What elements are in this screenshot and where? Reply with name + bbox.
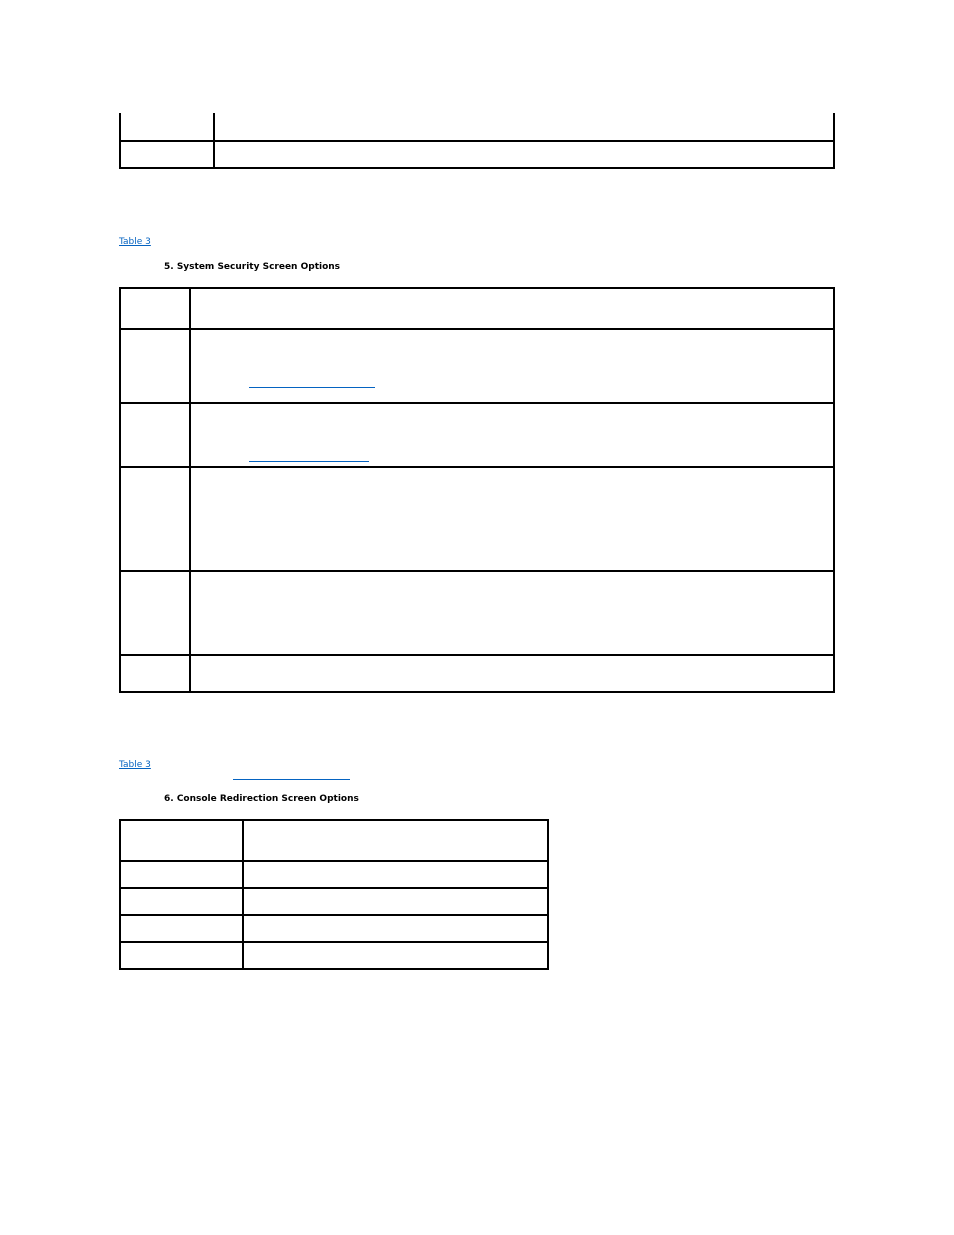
table-title-console: 6. Console Redirection Screen Options: [164, 794, 359, 804]
table-cell: [120, 655, 190, 692]
table-row: [120, 888, 548, 915]
continued-table: [119, 113, 835, 169]
table-cell: [120, 288, 190, 329]
table-cell: [120, 915, 243, 942]
cross-reference-link[interactable]: [249, 387, 375, 388]
table-cell: [190, 655, 834, 692]
table-row: [120, 942, 548, 969]
table-cell: [120, 942, 243, 969]
table-cell: [214, 141, 834, 168]
table-title-security: 5. System Security Screen Options: [164, 262, 341, 272]
table-cell: [190, 571, 834, 655]
cross-reference-link[interactable]: [233, 779, 350, 780]
table-cell: [120, 141, 214, 168]
table-row: [120, 403, 834, 467]
table-cell: [214, 113, 834, 141]
table-row: [120, 655, 834, 692]
table-cell: [120, 329, 190, 403]
table-link[interactable]: Table 3: [119, 237, 151, 247]
table-cell: [243, 820, 548, 861]
table-cell: [243, 915, 548, 942]
table-row: [120, 467, 834, 571]
table-row: [120, 141, 834, 168]
table-cell: [120, 467, 190, 571]
table-cell: [190, 467, 834, 571]
system-security-table: [119, 287, 835, 693]
table-cell: [243, 861, 548, 888]
table-link[interactable]: Table 3: [119, 760, 151, 770]
console-redirection-table: [119, 819, 549, 970]
table-cell: [120, 113, 214, 141]
table-cell: [120, 820, 243, 861]
table-cell: [120, 861, 243, 888]
cross-reference-link[interactable]: [249, 461, 369, 462]
table-cell: [120, 888, 243, 915]
table-row: [120, 329, 834, 403]
table-row: [120, 571, 834, 655]
table-row: [120, 915, 548, 942]
table-header-row: [120, 288, 834, 329]
table-cell: [190, 329, 834, 403]
table-cell: [190, 403, 834, 467]
table-cell: [190, 288, 834, 329]
table-cell: [243, 888, 548, 915]
table-row: [120, 861, 548, 888]
table-cell: [243, 942, 548, 969]
table-header-row: [120, 820, 548, 861]
table-cell: [120, 403, 190, 467]
table-cell: [120, 571, 190, 655]
table-row: [120, 113, 834, 141]
